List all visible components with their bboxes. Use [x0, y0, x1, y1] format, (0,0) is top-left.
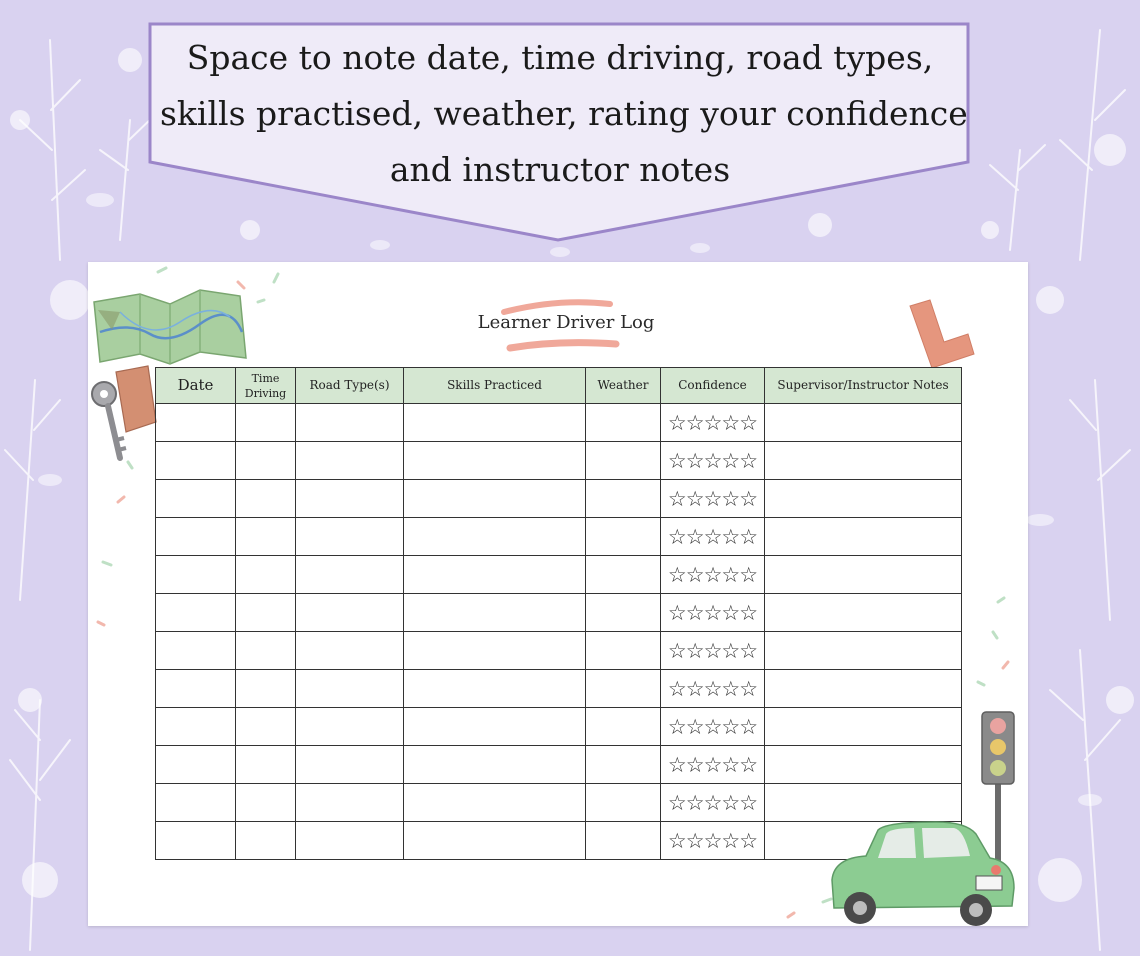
- confidence-star-rating: ☆☆☆☆☆: [661, 822, 765, 860]
- table-cell: [296, 632, 404, 670]
- table-cell: [586, 822, 661, 860]
- table-cell: [404, 556, 586, 594]
- column-header-confidence: Confidence: [661, 368, 765, 404]
- confidence-star-rating: ☆☆☆☆☆: [661, 480, 765, 518]
- table-row: [156, 442, 962, 480]
- table-row: [156, 670, 962, 708]
- table-cell: [404, 670, 586, 708]
- table-cell: [404, 708, 586, 746]
- table-cell: [586, 670, 661, 708]
- table-cell: [586, 404, 661, 442]
- confidence-star-rating: ☆☆☆☆☆: [661, 784, 765, 822]
- table-cell: [404, 784, 586, 822]
- column-header-weather: Weather: [586, 368, 661, 404]
- table-cell: [236, 632, 296, 670]
- banner-line-1: Space to note date, time driving, road types,: [186, 38, 934, 77]
- table-cell: [296, 594, 404, 632]
- table-cell: [586, 556, 661, 594]
- table-cell: [765, 746, 962, 784]
- table-cell: [586, 594, 661, 632]
- table-row: [156, 594, 962, 632]
- table-cell: [765, 594, 962, 632]
- table-cell: [156, 518, 236, 556]
- table-cell: [404, 822, 586, 860]
- table-cell: [765, 784, 962, 822]
- confidence-star-rating: ☆☆☆☆☆: [661, 708, 765, 746]
- table-cell: [156, 442, 236, 480]
- column-header-road-types: Road Type(s): [296, 368, 404, 404]
- table-cell: [236, 556, 296, 594]
- table-cell: [404, 404, 586, 442]
- table-cell: [765, 480, 962, 518]
- table-row: [156, 480, 962, 518]
- banner-caption: [160, 30, 968, 198]
- confidence-star-rating: ☆☆☆☆☆: [661, 632, 765, 670]
- table-cell: [765, 442, 962, 480]
- key-icon: [86, 362, 166, 472]
- table-cell: [404, 442, 586, 480]
- table-cell: [296, 670, 404, 708]
- log-title: Learner Driver Log: [477, 312, 655, 333]
- table-cell: [236, 670, 296, 708]
- table-cell: [404, 480, 586, 518]
- column-header-notes: Supervisor/Instructor Notes: [765, 368, 962, 404]
- table-row: [156, 518, 962, 556]
- table-cell: [156, 480, 236, 518]
- table-cell: [236, 822, 296, 860]
- table-cell: [236, 746, 296, 784]
- table-cell: [586, 708, 661, 746]
- table-row: [156, 746, 962, 784]
- log-table-body: [156, 404, 962, 860]
- table-row: [156, 404, 962, 442]
- table-cell: [156, 822, 236, 860]
- table-cell: [156, 708, 236, 746]
- table-cell: [586, 480, 661, 518]
- l-plate-icon: [906, 298, 976, 370]
- car-illustration: [826, 818, 1018, 928]
- confidence-star-rating: ☆☆☆☆☆: [661, 556, 765, 594]
- table-row: [156, 632, 962, 670]
- table-cell: [586, 784, 661, 822]
- table-cell: [765, 404, 962, 442]
- column-header-date: Date: [156, 368, 236, 404]
- table-cell: [296, 708, 404, 746]
- table-row: [156, 784, 962, 822]
- log-sheet: [88, 262, 1028, 926]
- banner-line-3: and instructor notes: [389, 150, 731, 189]
- table-cell: [236, 594, 296, 632]
- table-cell: [404, 746, 586, 784]
- driving-log-table: [155, 367, 962, 860]
- table-cell: [236, 518, 296, 556]
- table-cell: [156, 632, 236, 670]
- table-cell: [765, 670, 962, 708]
- table-cell: [765, 518, 962, 556]
- column-header-skills-practiced: Skills Practiced: [404, 368, 586, 404]
- table-cell: [296, 480, 404, 518]
- table-cell: [296, 404, 404, 442]
- table-cell: [156, 404, 236, 442]
- table-header-row: [156, 368, 962, 404]
- table-cell: [156, 746, 236, 784]
- table-cell: [296, 556, 404, 594]
- confidence-star-rating: ☆☆☆☆☆: [661, 518, 765, 556]
- table-cell: [296, 518, 404, 556]
- banner-line-2: skills practised, weather, rating your confidence: [160, 94, 968, 133]
- column-header-time-driving: Time Driving: [236, 368, 296, 404]
- confidence-star-rating: ☆☆☆☆☆: [661, 442, 765, 480]
- table-cell: [296, 442, 404, 480]
- table-cell: [765, 708, 962, 746]
- table-cell: [404, 594, 586, 632]
- table-cell: [404, 518, 586, 556]
- table-cell: [296, 822, 404, 860]
- table-cell: [156, 556, 236, 594]
- table-cell: [236, 480, 296, 518]
- table-cell: [236, 708, 296, 746]
- table-cell: [236, 784, 296, 822]
- confidence-star-rating: ☆☆☆☆☆: [661, 404, 765, 442]
- table-cell: [296, 784, 404, 822]
- table-cell: [236, 442, 296, 480]
- confidence-star-rating: ☆☆☆☆☆: [661, 670, 765, 708]
- table-row: [156, 708, 962, 746]
- confidence-star-rating: ☆☆☆☆☆: [661, 594, 765, 632]
- table-cell: [586, 518, 661, 556]
- table-cell: [236, 404, 296, 442]
- table-cell: [296, 746, 404, 784]
- table-cell: [586, 442, 661, 480]
- confidence-star-rating: ☆☆☆☆☆: [661, 746, 765, 784]
- table-cell: [156, 670, 236, 708]
- table-row: [156, 556, 962, 594]
- table-cell: [156, 784, 236, 822]
- table-cell: [156, 594, 236, 632]
- map-illustration: [90, 272, 250, 372]
- table-cell: [586, 632, 661, 670]
- table-cell: [765, 632, 962, 670]
- table-cell: [404, 632, 586, 670]
- table-cell: [765, 556, 962, 594]
- table-cell: [586, 746, 661, 784]
